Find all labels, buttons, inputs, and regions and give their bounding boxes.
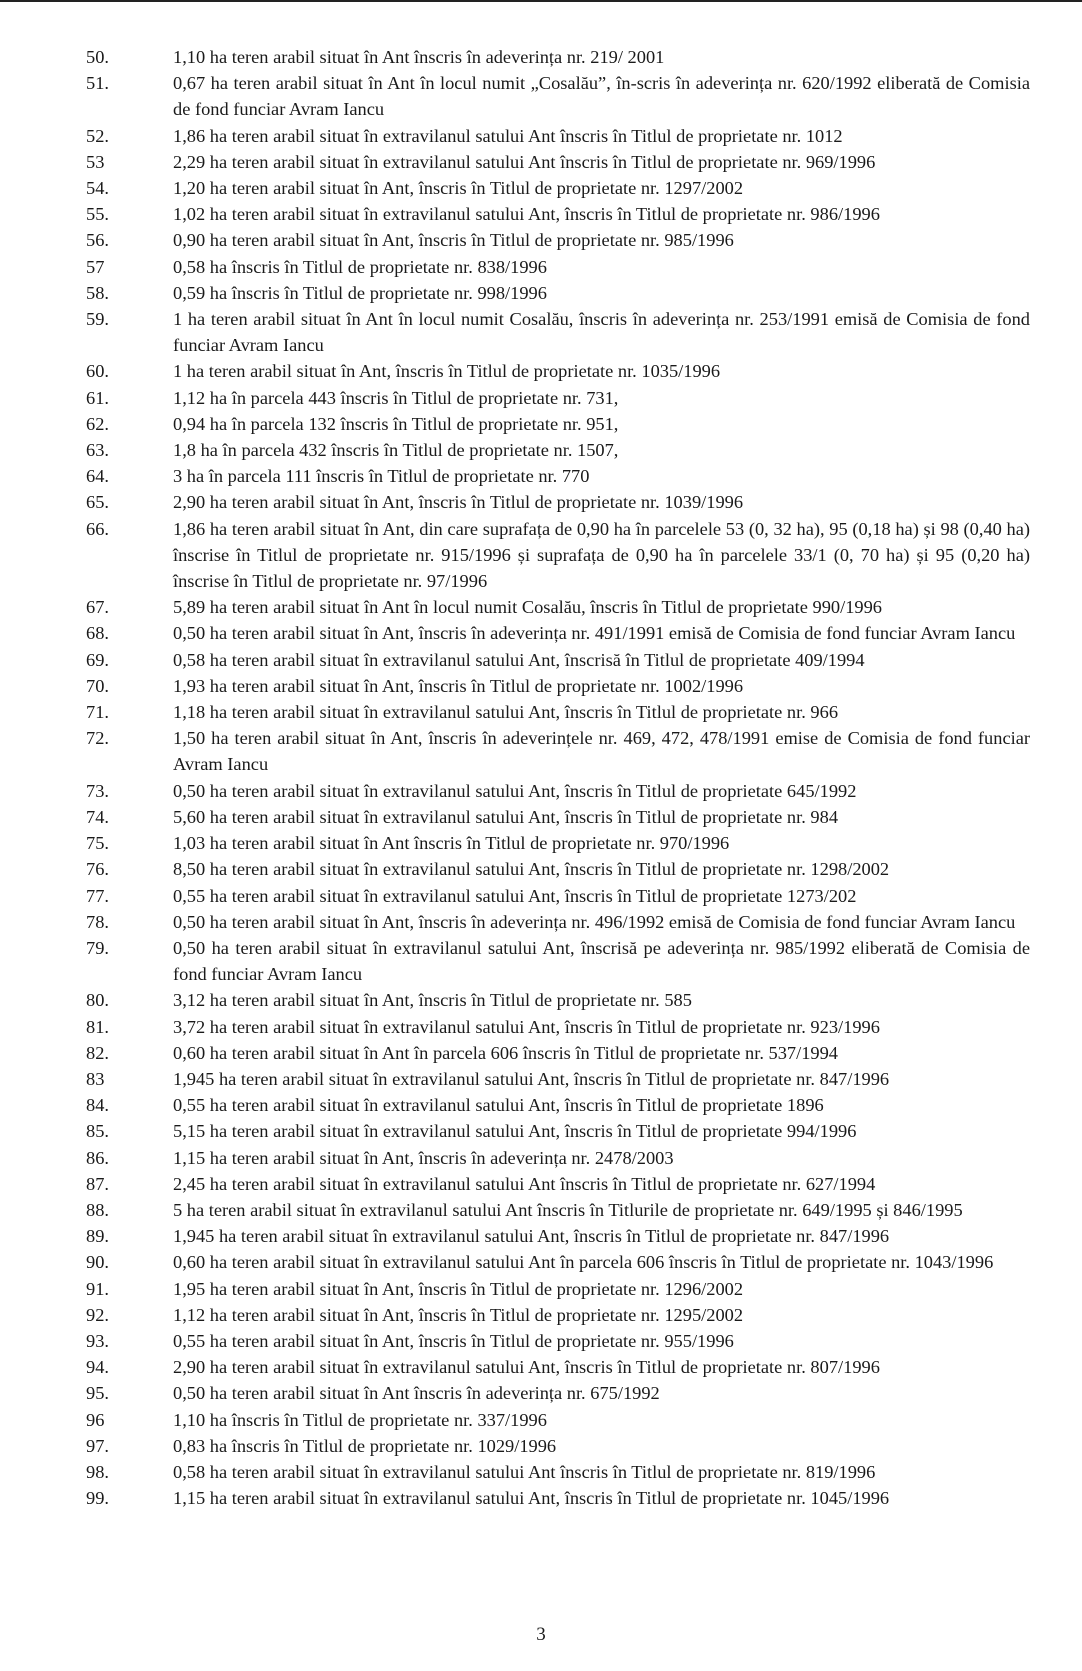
- item-number: 90.: [86, 1252, 109, 1273]
- list-item: [70, 987, 1030, 1013]
- item-number: 60.: [86, 361, 109, 382]
- item-text: 1,20 ha teren arabil situat în Ant, înscris în Titlul de proprietate nr. 1297/2002: [173, 178, 744, 199]
- list-item: [70, 620, 1030, 646]
- item-number: 96: [86, 1409, 105, 1430]
- item-text: 0,94 ha în parcela 132 înscris în Titlul de proprietate nr. 951,: [173, 413, 619, 434]
- item-text: 1,03 ha teren arabil situat în Ant înscris în Titlul de proprietate nr. 970/1996: [173, 833, 730, 854]
- item-text: 1,15 ha teren arabil situat în Ant, înscris în adeverința nr. 2478/2003: [173, 1147, 674, 1168]
- list-item: [70, 1433, 1030, 1459]
- item-text: 0,50 ha teren arabil situat în Ant, înscris în adeverința nr. 491/1991 emisă de Comisia de fond funciar Avram Iancu: [173, 623, 1016, 644]
- item-number: 87.: [86, 1173, 109, 1194]
- item-number: 85.: [86, 1121, 109, 1142]
- list-item: [70, 1092, 1030, 1118]
- item-number: 68.: [86, 623, 109, 644]
- list-item: [70, 1145, 1030, 1171]
- list-item: [70, 1197, 1030, 1223]
- item-number: 88.: [86, 1199, 109, 1220]
- list-item: [70, 149, 1030, 175]
- item-text: 0,58 ha teren arabil situat în extravilanul satului Ant, înscrisă în Titlul de proprietate 409/1994: [173, 649, 865, 670]
- item-text: 0,50 ha teren arabil situat în Ant, înscris în adeverința nr. 496/1992 emisă de Comisia de fond funciar Avram Iancu: [173, 911, 1016, 932]
- list-item: [70, 594, 1030, 620]
- list-item: [70, 1223, 1030, 1249]
- item-number: 62.: [86, 413, 109, 434]
- item-text: 1,15 ha teren arabil situat în extravilanul satului Ant, înscris în Titlul de proprietate nr. 1045/1996: [173, 1488, 890, 1509]
- list-item: [70, 358, 1030, 384]
- item-text: 5,89 ha teren arabil situat în Ant în locul numit Cosalău, înscris în Titlul de proprietate 990/1996: [173, 597, 882, 618]
- item-text: 0,58 ha înscris în Titlul de proprietate nr. 838/1996: [173, 256, 547, 277]
- item-number: 54.: [86, 178, 109, 199]
- item-text: 1,10 ha teren arabil situat în Ant înscris în adeverința nr. 219/ 2001: [173, 47, 665, 67]
- list-item: [70, 280, 1030, 306]
- list-item: [70, 778, 1030, 804]
- list-item: [70, 856, 1030, 882]
- item-text: 1,10 ha înscris în Titlul de proprietate nr. 337/1996: [173, 1409, 547, 1430]
- list-item: [70, 1014, 1030, 1040]
- item-text: 3,12 ha teren arabil situat în Ant, înscris în Titlul de proprietate nr. 585: [173, 990, 692, 1011]
- item-text: 1,8 ha în parcela 432 înscris în Titlul de proprietate nr. 1507,: [173, 440, 619, 461]
- item-number: 63.: [86, 440, 109, 461]
- list-item: [70, 489, 1030, 515]
- item-number: 98.: [86, 1461, 109, 1482]
- item-number: 81.: [86, 1016, 109, 1037]
- item-text: 0,55 ha teren arabil situat în extravilanul satului Ant, înscris în Titlul de proprietate 1896: [173, 1095, 824, 1116]
- item-number: 92.: [86, 1304, 109, 1325]
- item-text: 0,67 ha teren arabil situat în Ant în locul numit „Cosalău”, în-scris în adeverința nr. 620/1992 eliberată de Comisia de fond funciar Avram Iancu: [173, 73, 1030, 120]
- item-number: 65.: [86, 492, 109, 513]
- item-text: 8,50 ha teren arabil situat în extravilanul satului Ant, înscris în Titlul de proprietate nr. 1298/2002: [173, 859, 890, 880]
- item-text: 0,60 ha teren arabil situat în Ant în parcela 606 înscris în Titlul de proprietate nr. 537/1994: [173, 1042, 839, 1063]
- list-item: [70, 463, 1030, 489]
- item-number: 84.: [86, 1095, 109, 1116]
- list-item: [70, 1249, 1030, 1275]
- item-text: 0,59 ha înscris în Titlul de proprietate nr. 998/1996: [173, 282, 547, 303]
- item-number: 74.: [86, 806, 109, 827]
- item-text: 1,12 ha teren arabil situat în Ant, înscris în Titlul de proprietate nr. 1295/2002: [173, 1304, 744, 1325]
- item-text: 1,93 ha teren arabil situat în Ant, înscris în Titlul de proprietate nr. 1002/1996: [173, 675, 744, 696]
- list-item: [70, 437, 1030, 463]
- item-text: 2,90 ha teren arabil situat în extravilanul satului Ant, înscris în Titlul de proprietate nr. 807/1996: [173, 1357, 880, 1378]
- list-item: [70, 1302, 1030, 1328]
- list-item: [70, 1118, 1030, 1144]
- item-number: 64.: [86, 466, 109, 487]
- item-number: 77.: [86, 885, 109, 906]
- list-item: [70, 1171, 1030, 1197]
- item-number: 79.: [86, 937, 109, 958]
- item-text: 1,86 ha teren arabil situat în Ant, din care suprafața de 0,90 ha în parcelele 53 (0, 32 ha), 95 (0,18 ha) și 98 (0,40 ha) înscrise în Titlul de proprietate nr. 915/1996 și suprafața de 0,90 ha în parcelele 33/1 (0, 70 ha) și 95 (0,20 ha) înscrise în Titlul de proprietate nr. 97/1996: [173, 518, 1030, 592]
- item-text: 3 ha în parcela 111 înscris în Titlul de proprietate nr. 770: [173, 466, 590, 487]
- item-number: 71.: [86, 702, 109, 723]
- list-item: [70, 1040, 1030, 1066]
- item-number: 69.: [86, 649, 109, 670]
- item-text: 2,45 ha teren arabil situat în extravilanul satului Ant înscris în Titlul de proprietate nr. 627/1994: [173, 1173, 876, 1194]
- item-text: 1,86 ha teren arabil situat în extravilanul satului Ant înscris în Titlul de proprietate nr. 1012: [173, 125, 843, 146]
- list-item: [70, 123, 1030, 149]
- item-text: 1 ha teren arabil situat în Ant în locul numit Cosalău, înscris în adeverința nr. 253/1991 emisă de Comisia de fond funciar Avram Iancu: [173, 309, 1030, 356]
- item-number: 75.: [86, 833, 109, 854]
- item-text: 5 ha teren arabil situat în extravilanul satului Ant înscris în Titlurile de proprietate nr. 649/1995 și 846/1995: [173, 1199, 963, 1220]
- item-text: 1,02 ha teren arabil situat în extravilanul satului Ant, înscris în Titlul de proprietate nr. 986/1996: [173, 204, 880, 225]
- list-item: [70, 830, 1030, 856]
- list-item: [70, 1380, 1030, 1406]
- item-text: 5,60 ha teren arabil situat în extravilanul satului Ant, înscris în Titlul de proprietate nr. 984: [173, 806, 839, 827]
- item-number: 94.: [86, 1357, 109, 1378]
- top-border-line: [0, 0, 1082, 2]
- item-text: 2,29 ha teren arabil situat în extravilanul satului Ant înscris în Titlul de proprietate nr. 969/1996: [173, 151, 876, 172]
- item-number: 82.: [86, 1042, 109, 1063]
- list-item: [70, 883, 1030, 909]
- item-number: 76.: [86, 859, 109, 880]
- item-number: 66.: [86, 518, 109, 539]
- item-number: 95.: [86, 1383, 109, 1404]
- item-number: 57: [86, 256, 105, 277]
- item-number: 99.: [86, 1488, 109, 1509]
- item-number: 70.: [86, 675, 109, 696]
- list-item: [70, 44, 1030, 70]
- item-text: 0,58 ha teren arabil situat în extravilanul satului Ant înscris în Titlul de proprietate nr. 819/1996: [173, 1461, 876, 1482]
- item-text: 0,50 ha teren arabil situat în extravilanul satului Ant, înscrisă pe adeverința nr. 985/1992 eliberată de Comisia de fond funciar Avram Iancu: [173, 937, 1030, 985]
- list-item: [70, 1407, 1030, 1433]
- list-item: [70, 1459, 1030, 1485]
- property-list: [70, 44, 1030, 1511]
- item-number: 80.: [86, 990, 109, 1011]
- item-number: 58.: [86, 282, 109, 303]
- item-text: 1,50 ha teren arabil situat în Ant, înscris în adeverințele nr. 469, 472, 478/1991 emise de Comisia de fond funciar Avram Iancu: [173, 728, 1030, 775]
- list-item: [70, 1276, 1030, 1302]
- item-number: 59.: [86, 309, 109, 330]
- item-number: 83: [86, 1068, 105, 1089]
- item-text: 0,55 ha teren arabil situat în extravilanul satului Ant, înscris în Titlul de proprietate 1273/202: [173, 885, 857, 906]
- item-number: 73.: [86, 780, 109, 801]
- item-text: 0,50 ha teren arabil situat în Ant înscris în adeverința nr. 675/1992: [173, 1383, 660, 1404]
- list-item: [70, 175, 1030, 201]
- item-number: 52.: [86, 125, 109, 146]
- item-text: 0,55 ha teren arabil situat în Ant, înscris în Titlul de proprietate nr. 955/1996: [173, 1330, 734, 1351]
- item-text: 3,72 ha teren arabil situat în extravilanul satului Ant, înscris în Titlul de proprietate nr. 923/1996: [173, 1016, 880, 1037]
- item-number: 97.: [86, 1435, 109, 1456]
- list-item: [70, 516, 1030, 595]
- list-item: [70, 1354, 1030, 1380]
- item-number: 93.: [86, 1330, 109, 1351]
- list-item: [70, 70, 1030, 122]
- item-number: 67.: [86, 597, 109, 618]
- list-item: [70, 909, 1030, 935]
- list-item: [70, 673, 1030, 699]
- list-item: [70, 647, 1030, 673]
- item-number: 91.: [86, 1278, 109, 1299]
- item-number: 78.: [86, 911, 109, 932]
- item-text: 0,50 ha teren arabil situat în extravilanul satului Ant, înscris în Titlul de proprietate 645/1992: [173, 780, 857, 801]
- list-item: [70, 227, 1030, 253]
- list-item: [70, 201, 1030, 227]
- list-item: [70, 699, 1030, 725]
- item-text: 1,945 ha teren arabil situat în extravilanul satului Ant, înscris în Titlul de proprietate nr. 847/1996: [173, 1068, 890, 1089]
- item-text: 2,90 ha teren arabil situat în Ant, înscris în Titlul de proprietate nr. 1039/1996: [173, 492, 744, 513]
- item-number: 86.: [86, 1147, 109, 1168]
- item-number: 89.: [86, 1226, 109, 1247]
- item-number: 61.: [86, 387, 109, 408]
- item-text: 1 ha teren arabil situat în Ant, înscris în Titlul de proprietate nr. 1035/1996: [173, 361, 721, 382]
- item-text: 1,12 ha în parcela 443 înscris în Titlul de proprietate nr. 731,: [173, 387, 619, 408]
- list-item: [70, 1485, 1030, 1511]
- item-number: 56.: [86, 230, 109, 251]
- list-item: [70, 935, 1030, 987]
- list-item: [70, 306, 1030, 358]
- list-item: [70, 1328, 1030, 1354]
- item-number: 72.: [86, 728, 109, 749]
- list-item: [70, 804, 1030, 830]
- list-item: [70, 254, 1030, 280]
- item-text: 0,90 ha teren arabil situat în Ant, înscris în Titlul de proprietate nr. 985/1996: [173, 230, 734, 251]
- list-item: [70, 1066, 1030, 1092]
- item-text: 1,95 ha teren arabil situat în Ant, înscris în Titlul de proprietate nr. 1296/2002: [173, 1278, 744, 1299]
- list-item: [70, 411, 1030, 437]
- page-number: 3: [536, 1624, 546, 1645]
- item-text: 1,945 ha teren arabil situat în extravilanul satului Ant, înscris în Titlul de proprietate nr. 847/1996: [173, 1226, 890, 1247]
- item-number: 51.: [86, 73, 109, 94]
- list-item: [70, 725, 1030, 777]
- item-number: 53: [86, 151, 105, 172]
- item-number: 50.: [86, 47, 109, 67]
- item-text: 0,83 ha înscris în Titlul de proprietate nr. 1029/1996: [173, 1435, 557, 1456]
- item-number: 55.: [86, 204, 109, 225]
- item-text: 0,60 ha teren arabil situat în extravilanul satului Ant în parcela 606 înscris în Titlul de proprietate nr. 1043/1996: [173, 1252, 994, 1273]
- item-text: 1,18 ha teren arabil situat în extravilanul satului Ant, înscris în Titlul de proprietate nr. 966: [173, 702, 839, 723]
- list-item: [70, 385, 1030, 411]
- item-text: 5,15 ha teren arabil situat în extravilanul satului Ant, înscris în Titlul de proprietate 994/1996: [173, 1121, 857, 1142]
